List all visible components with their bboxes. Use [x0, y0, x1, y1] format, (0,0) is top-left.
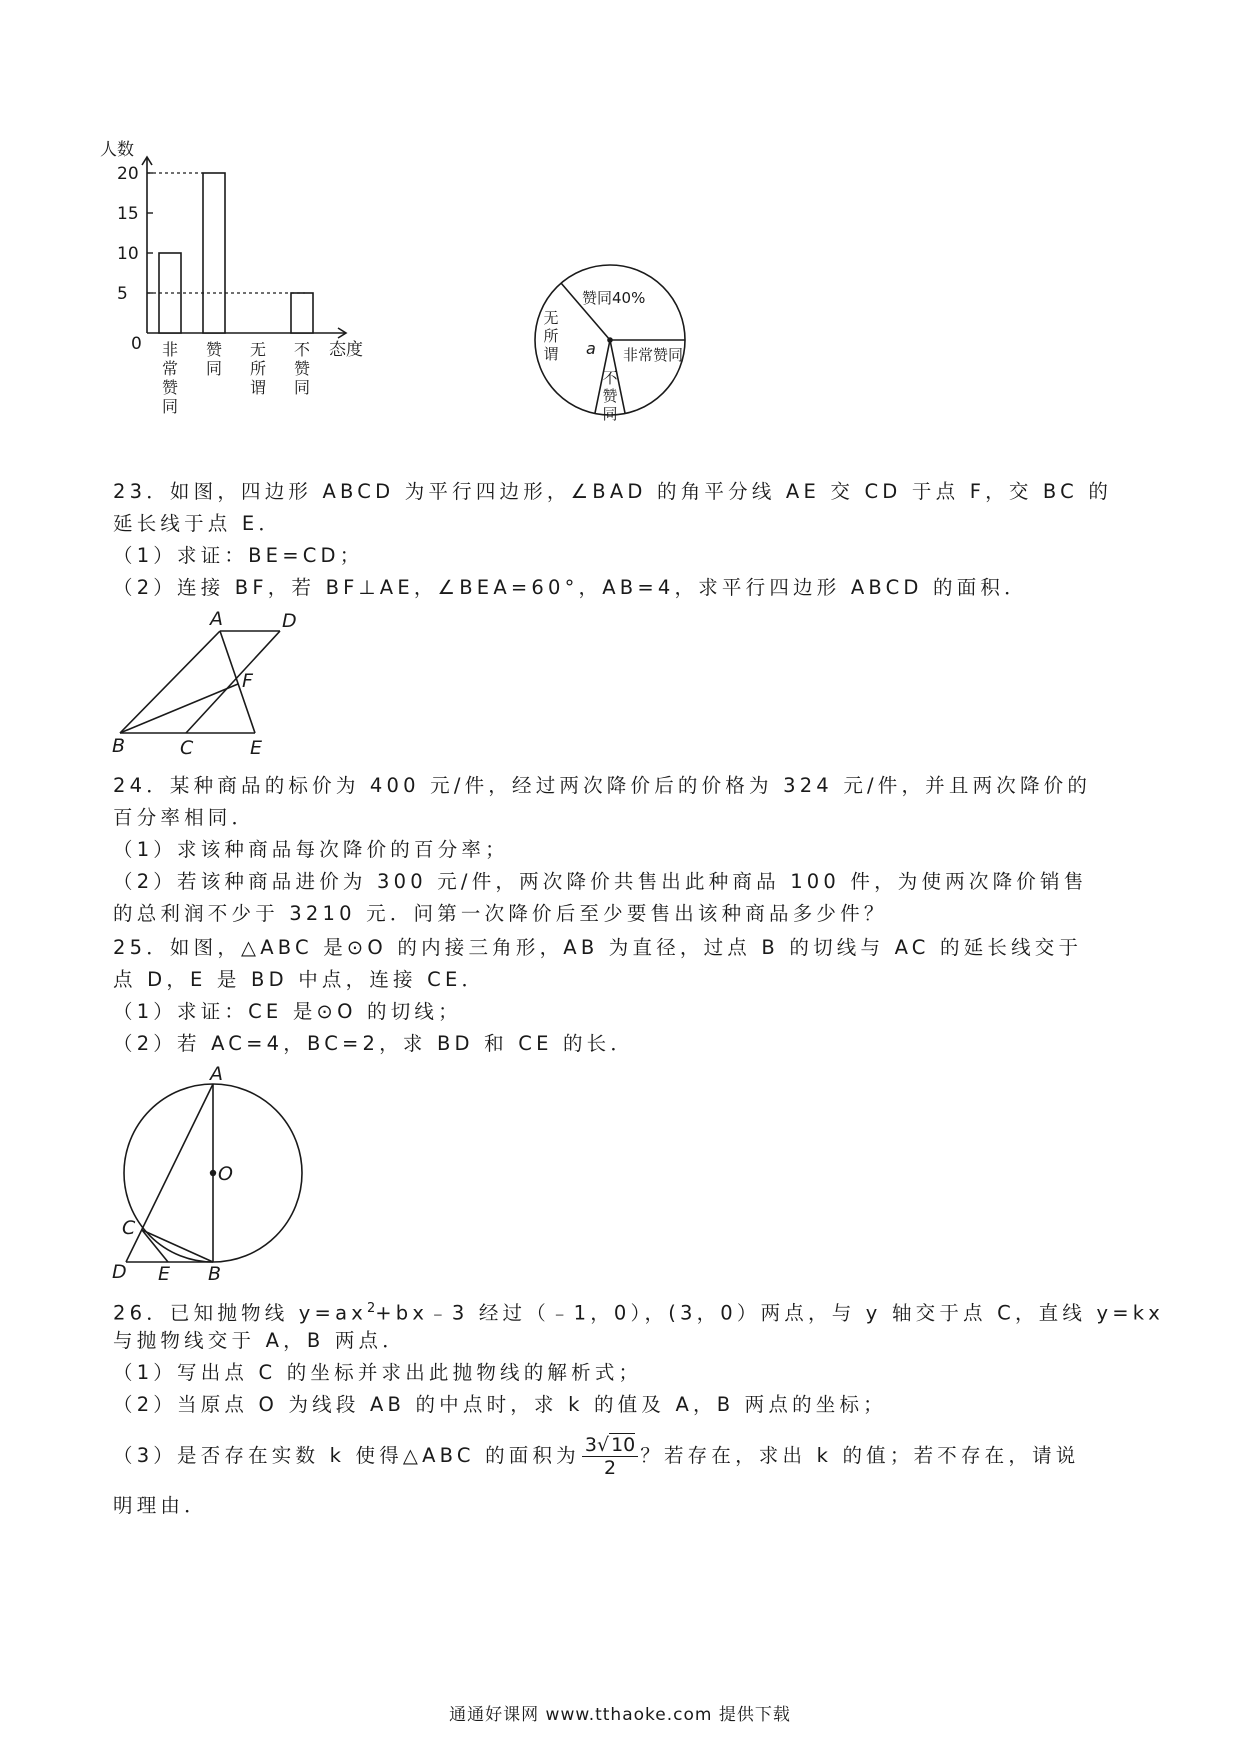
label-c: C: [180, 737, 194, 759]
q24-stem-line2: 百分率相同．: [113, 806, 256, 829]
label-f: F: [242, 670, 253, 692]
q23-stem-line2: 延长线于点 E．: [113, 512, 283, 535]
label-b: B: [208, 1263, 222, 1285]
q26-part3-line2: 明理由．: [113, 1494, 208, 1517]
x-axis-label: 态度: [329, 340, 363, 360]
q24-part2-line1: （2）若该种商品进价为 300 元/件，两次降价共售出此种商品 100 件，为使两次降价销售: [113, 870, 1088, 893]
q23-parallelogram-figure: [110, 605, 310, 759]
label-d: D: [112, 1261, 127, 1283]
q24-part1: （1）求该种商品每次降价的百分率；: [113, 838, 509, 861]
label-o: O: [218, 1163, 233, 1185]
q26-stem-line2: 与抛物线交于 A，B 两点．: [113, 1329, 406, 1352]
fraction-coefficient: 3: [584, 1434, 597, 1456]
category-label: 无所谓: [249, 340, 267, 397]
area-fraction: [582, 1434, 638, 1479]
label-a: A: [210, 1063, 223, 1085]
category-label: 非常赞同: [161, 340, 179, 416]
sqrt-sign: √: [596, 1434, 610, 1456]
segment-bf: [120, 684, 238, 733]
pie-slice-label: 不赞同: [602, 369, 618, 423]
q26-part3-line1: [113, 1430, 1079, 1482]
q26-stem-part-a: 26．已知抛物线 y=ax: [113, 1301, 367, 1325]
q25-stem-line2: 点 D，E 是 BD 中点，连接 CE．: [113, 968, 486, 991]
label-d: D: [282, 610, 297, 632]
segment-ad: [126, 1084, 213, 1262]
q26-part3-tail: ？若存在，求出 k 的值；若不存在，请说: [640, 1444, 1080, 1467]
y-tick-label: 5: [117, 284, 128, 304]
q24-stem-line1: 24．某种商品的标价为 400 元/件，经过两次降价后的价格为 324 元/件，并且两次降价的: [113, 774, 1092, 797]
center-point-o: [210, 1170, 216, 1176]
fraction-radicand: 10: [611, 1434, 636, 1456]
y-axis-label: 人数: [100, 140, 134, 160]
segment-ce: [142, 1230, 168, 1262]
bar-chart: [100, 140, 430, 475]
label-a: A: [210, 608, 223, 630]
q25-stem-line1: 25．如图，△ABC 是⊙O 的内接三角形，AB 为直径，过点 B 的切线与 AC 的延长线交于: [113, 936, 1083, 959]
bar: [291, 293, 313, 333]
fraction-denominator: 2: [604, 1457, 617, 1479]
segment-cb: [142, 1230, 213, 1262]
label-b: B: [112, 735, 126, 757]
label-c: C: [122, 1217, 136, 1239]
page-footer: 通通好课网 www.tthaoke.com 提供下载: [449, 1705, 791, 1725]
q26-exponent: 2: [366, 1301, 376, 1316]
pie-slice-label: 非常赞同: [623, 346, 684, 364]
q25-part2: （2）若 AC=4，BC=2，求 BD 和 CE 的长．: [113, 1032, 635, 1055]
q26-stem-part-b: +bx﹣3 经过（﹣1，0），(3，0）两点，与 y 轴交于点 C，直线 y=kx: [375, 1301, 1164, 1325]
q23-stem-line1: 23．如图，四边形 ABCD 为平行四边形，∠BAD 的角平分线 AE 交 CD 于点 F，交 BC 的: [113, 480, 1113, 503]
q23-part1: （1）求证：BE=CD；: [113, 544, 364, 567]
angle-label: a: [586, 339, 596, 358]
q25-circle-figure: [110, 1063, 310, 1285]
category-label: 不赞同: [293, 340, 311, 397]
category-label: 赞同: [205, 340, 223, 378]
q26-part3-lead: （3）是否存在实数 k 使得△ABC 的面积为: [113, 1444, 580, 1467]
pie-slice-label: 赞同40%: [582, 289, 646, 307]
y-tick-label: 20: [117, 164, 139, 184]
bar: [203, 173, 225, 333]
q23-part2: （2）连接 BF，若 BF⊥AE，∠BEA=60°，AB=4，求平行四边形 ABCD 的面积．: [113, 576, 1028, 599]
q26-part2: （2）当原点 O 为线段 AB 的中点时，求 k 的值及 A，B 两点的坐标；: [113, 1393, 887, 1416]
q25-part1: （1）求证：CE 是⊙O 的切线；: [113, 1000, 462, 1023]
pie-slice-label: 无所谓: [543, 309, 559, 363]
pie-center: [607, 337, 613, 343]
y-tick-label: 10: [117, 244, 139, 264]
segment-dc: [186, 631, 280, 733]
label-e: E: [250, 737, 263, 759]
segment-ab: [120, 631, 220, 733]
y-tick-label: 0: [131, 334, 142, 354]
q26-stem-line1: [113, 1296, 1164, 1327]
q26-part1: （1）写出点 C 的坐标并求出此抛物线的解析式；: [113, 1361, 643, 1384]
fraction-numerator: [582, 1434, 638, 1457]
pie-chart: [510, 250, 710, 430]
q24-part2-line2: 的总利润不少于 3210 元．问第一次降价后至少要售出该种商品多少件？: [113, 902, 888, 925]
label-e: E: [158, 1263, 171, 1285]
y-tick-label: 15: [117, 204, 139, 224]
